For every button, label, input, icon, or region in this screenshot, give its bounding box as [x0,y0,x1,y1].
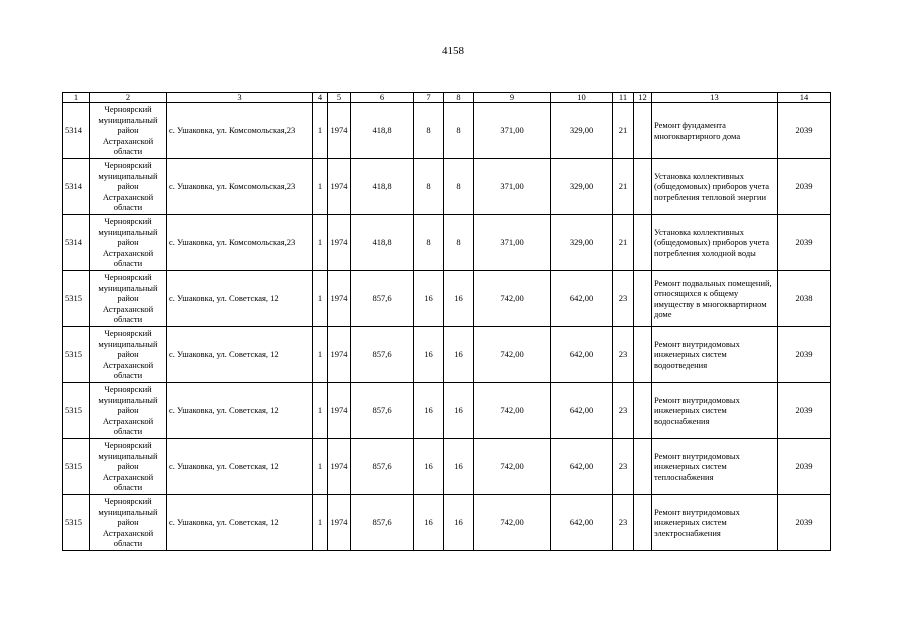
planned-year: 2039 [778,159,831,215]
planned-year: 2039 [778,327,831,383]
total-area: 418,8 [351,215,414,271]
cell-4: 1 [313,439,328,495]
planned-year: 2039 [778,495,831,551]
work-type: Установка коллективных (общедомовых) приборов учета потребления тепловой энергии [652,159,778,215]
column-number: 7 [414,93,444,103]
total-area: 857,6 [351,383,414,439]
cell-9: 742,00 [474,383,551,439]
cell-4: 1 [313,383,328,439]
cell-7: 16 [414,271,444,327]
column-number: 1 [63,93,90,103]
year-built: 1974 [328,495,351,551]
municipality: Черноярский муниципальный район Астраханской области [90,159,167,215]
cell-9: 371,00 [474,103,551,159]
address: с. Ушаковка, ул. Комсомольская,23 [167,159,313,215]
cell-9: 742,00 [474,439,551,495]
cell-12 [634,383,652,439]
table-row [63,159,831,215]
municipality: Черноярский муниципальный район Астраханской области [90,439,167,495]
total-area: 857,6 [351,439,414,495]
cell-4: 1 [313,271,328,327]
cell-11: 21 [613,103,634,159]
municipality: Черноярский муниципальный район Астраханской области [90,327,167,383]
cell-9: 371,00 [474,159,551,215]
cell-8: 8 [444,159,474,215]
total-area: 857,6 [351,271,414,327]
cell-10: 642,00 [551,271,613,327]
year-built: 1974 [328,159,351,215]
cell-4: 1 [313,495,328,551]
cell-9: 742,00 [474,495,551,551]
planned-year: 2039 [778,215,831,271]
column-number: 12 [634,93,652,103]
column-number: 11 [613,93,634,103]
cell-11: 23 [613,327,634,383]
cell-9: 742,00 [474,271,551,327]
cell-4: 1 [313,159,328,215]
cell-11: 23 [613,495,634,551]
record-id: 5315 [63,439,90,495]
cell-10: 329,00 [551,215,613,271]
cell-7: 16 [414,327,444,383]
address: с. Ушаковка, ул. Советская, 12 [167,271,313,327]
cell-4: 1 [313,327,328,383]
address: с. Ушаковка, ул. Комсомольская,23 [167,103,313,159]
planned-year: 2039 [778,383,831,439]
cell-11: 21 [613,159,634,215]
address: с. Ушаковка, ул. Советская, 12 [167,383,313,439]
total-area: 418,8 [351,103,414,159]
work-type: Установка коллективных (общедомовых) приборов учета потребления холодной воды [652,215,778,271]
record-id: 5314 [63,103,90,159]
cell-8: 8 [444,103,474,159]
column-number: 2 [90,93,167,103]
cell-7: 8 [414,159,444,215]
record-id: 5314 [63,215,90,271]
record-id: 5315 [63,327,90,383]
cell-11: 23 [613,439,634,495]
cell-12 [634,327,652,383]
column-number: 6 [351,93,414,103]
table-row [63,495,831,551]
cell-9: 371,00 [474,215,551,271]
cell-8: 16 [444,271,474,327]
cell-10: 642,00 [551,495,613,551]
cell-8: 16 [444,383,474,439]
cell-7: 16 [414,439,444,495]
cell-7: 8 [414,215,444,271]
table-row [63,271,831,327]
year-built: 1974 [328,215,351,271]
work-type: Ремонт внутридомовых инженерных систем электроснабжения [652,495,778,551]
column-number: 5 [328,93,351,103]
planned-year: 2038 [778,271,831,327]
address: с. Ушаковка, ул. Советская, 12 [167,327,313,383]
year-built: 1974 [328,271,351,327]
cell-8: 8 [444,215,474,271]
table-row [63,383,831,439]
cell-7: 16 [414,495,444,551]
record-id: 5315 [63,271,90,327]
cell-4: 1 [313,215,328,271]
planned-year: 2039 [778,439,831,495]
address: с. Ушаковка, ул. Советская, 12 [167,495,313,551]
cell-8: 16 [444,327,474,383]
cell-11: 23 [613,383,634,439]
cell-7: 16 [414,383,444,439]
table-row [63,439,831,495]
total-area: 857,6 [351,327,414,383]
municipality: Черноярский муниципальный район Астраханской области [90,271,167,327]
column-number: 9 [474,93,551,103]
column-number: 3 [167,93,313,103]
record-id: 5314 [63,159,90,215]
cell-7: 8 [414,103,444,159]
cell-10: 329,00 [551,103,613,159]
cell-12 [634,215,652,271]
year-built: 1974 [328,103,351,159]
cell-12 [634,103,652,159]
record-id: 5315 [63,495,90,551]
cell-12 [634,271,652,327]
cell-8: 16 [444,495,474,551]
cell-11: 21 [613,215,634,271]
work-type: Ремонт подвальных помещений, относящихся к общему имуществу в многоквартирном доме [652,271,778,327]
record-id: 5315 [63,383,90,439]
work-type: Ремонт внутридомовых инженерных систем водоотведения [652,327,778,383]
column-number: 10 [551,93,613,103]
column-number: 14 [778,93,831,103]
cell-9: 742,00 [474,327,551,383]
registry-table [62,92,831,551]
cell-8: 16 [444,439,474,495]
cell-10: 642,00 [551,383,613,439]
municipality: Черноярский муниципальный район Астраханской области [90,215,167,271]
cell-11: 23 [613,271,634,327]
cell-10: 642,00 [551,327,613,383]
total-area: 857,6 [351,495,414,551]
total-area: 418,8 [351,159,414,215]
year-built: 1974 [328,383,351,439]
municipality: Черноярский муниципальный район Астраханской области [90,103,167,159]
municipality: Черноярский муниципальный район Астраханской области [90,495,167,551]
column-number: 13 [652,93,778,103]
cell-12 [634,439,652,495]
address: с. Ушаковка, ул. Комсомольская,23 [167,215,313,271]
column-number: 8 [444,93,474,103]
table-row [63,327,831,383]
cell-4: 1 [313,103,328,159]
work-type: Ремонт внутридомовых инженерных систем теплоснабжения [652,439,778,495]
municipality: Черноярский муниципальный район Астраханской области [90,383,167,439]
column-number-row [63,93,831,103]
cell-10: 642,00 [551,439,613,495]
work-type: Ремонт фундамента многоквартирного дома [652,103,778,159]
page-number: 4158 [442,45,464,57]
year-built: 1974 [328,327,351,383]
table-row [63,103,831,159]
planned-year: 2039 [778,103,831,159]
cell-12 [634,495,652,551]
year-built: 1974 [328,439,351,495]
cell-12 [634,159,652,215]
column-number: 4 [313,93,328,103]
address: с. Ушаковка, ул. Советская, 12 [167,439,313,495]
table-row [63,215,831,271]
work-type: Ремонт внутридомовых инженерных систем водоснабжения [652,383,778,439]
cell-10: 329,00 [551,159,613,215]
